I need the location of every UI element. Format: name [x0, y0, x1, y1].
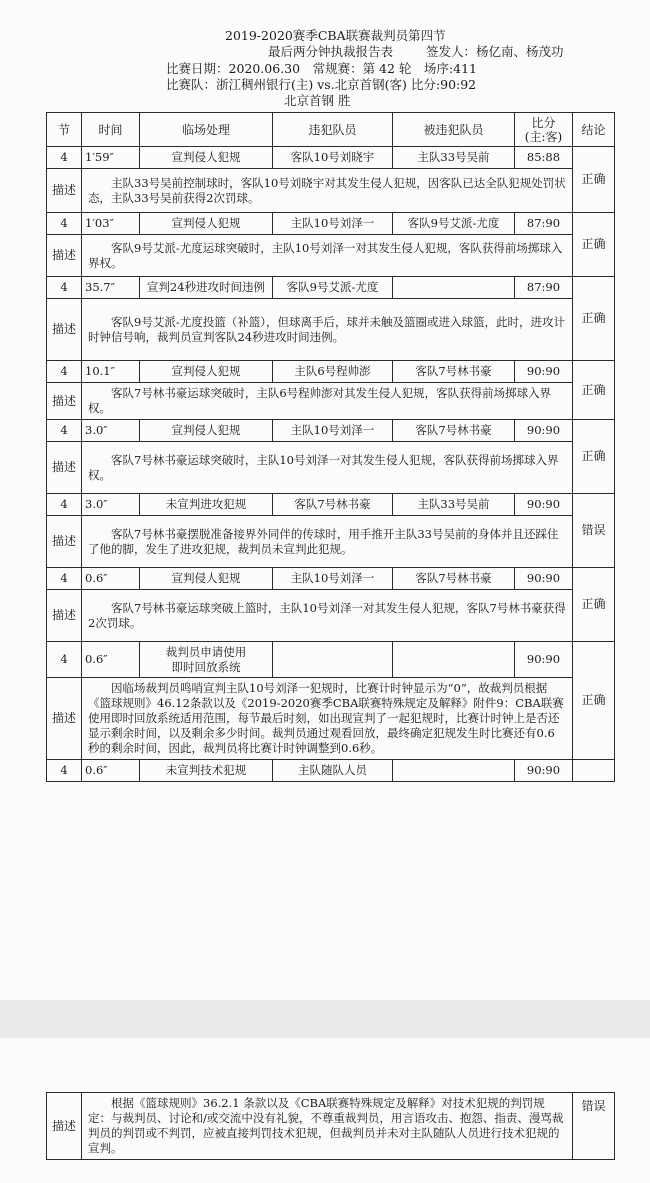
desc-label: 描述: [47, 1093, 82, 1160]
incident-row: [47, 568, 615, 590]
report-page-1: 2019-2020赛季CBA联赛裁判员第四节 最后两分钟执裁报告表 签发人：杨亿南、杨茂功 比赛日期：2020.06.30 常规赛：第 42 轮 场序:411 比赛队：浙江稠州银行(主) vs.北京首钢(客) 比分:90:92 北京首钢 胜 节 时间 临场处理 违犯队员 被违犯队员 比分 (主:客) 结论 4 1′59″ 宣判侵人犯规 客队10号刘晓宇 主队33号吴前 85:88 正确 描述 主队33号吴前控制球时，客队10号刘晓宇对其发生侵人犯规，因客队已达全队犯规处罚状态，主队33号吴前获得2次罚球。 4 1′03″ 宣判侵人犯规 主队10号刘泽一 客队9号艾派-尤度 87:90 正确 描述 客队9号艾派-尤度运球突破时，主队10号刘泽一对其发生侵人犯规，客队获得前场掷球入界权。 4 35.7″ 宣判24秒进攻时间违例 客队9号艾派-尤度 87:90 正确 描述 客队9号艾派-尤度投篮（补篮），但球离手后，球并未触及篮圈或进入球篮，此时，进攻计时钟信号响，裁判员宣判客队24秒进攻时间违例。 4 10.1″ 宣判侵人犯规 主队6号程帅澎 客队7号林书豪 90:90 正确 描述 客队7号林书豪运球突破时，主队6号程帅澎对其发生侵人犯规，客队获得前场掷球入界权。 4 3.0″ 宣判侵人犯规 主队10号刘泽一 客队7号林书豪 90:90 正确 描述 客队7号林书豪运球突破时，主队10号刘泽一对其发生侵人犯规，客队获得前场掷球入界权。 4 3.0″ 未宣判进攻犯规 客队7号林书豪 主队33号吴前 90:90 错误 描述 客队7号林书豪摆脱准备接界外同伴的传球时，用手推开主队33号吴前的身体并且还踩住了他的脚，发生了进攻犯规，裁判员未宣判此犯规。 4 0.6″ 宣判侵人犯规 主队10号刘泽一 客队7号林书豪 90:90 正确 描述 客队7号林书豪运球突破上篮时，主队10号刘泽一对其发生侵人犯规，客队7号林书豪获得2次罚球。 4 0.6″ 裁判员申请使用 即时回放系统 90:90 正确 描述 因临场裁判员鸣哨宣判主队10号刘泽一犯规时，比赛计时钟显示为“0”，故裁判员根据《篮球规则》46.12条款以及《2019-2020赛季CBA联赛特殊规定及解释》附件9：CBA联赛使用即时回放系统适用范围，每节最后时刻，如出现宣判了一起犯规时，比赛计时钟上是否还显示剩余时间，以及剩余多少时间。裁判员通过观看回放，最终确定犯规发生时比赛还有0.6秒的剩余时间，因此，裁判员将比赛计时钟调整到0.6秒。 4 0.6″ 未宣判技术犯规 主队随队人员 90:90: [0, 0, 650, 1000]
incident-desc-row: [47, 590, 615, 642]
incident-row: [47, 420, 615, 442]
incident-victim: 主队33号吴前: [393, 147, 515, 169]
continuation-desc-row: [47, 1093, 615, 1160]
incident-verdict: 错误: [573, 494, 615, 568]
col-call-header: 临场处理: [140, 113, 273, 147]
incident-description: 客队7号林书豪运球突破时，主队10号刘泽一对其发生侵人犯规，客队获得前场掷球入界权。: [82, 442, 573, 494]
incident-desc-row: [47, 383, 615, 420]
incident-period: 4: [47, 147, 82, 169]
incident-victim: [393, 760, 515, 782]
desc-label: 描述: [47, 678, 82, 760]
incident-time: 0.6″: [82, 760, 140, 782]
incident-row: [47, 361, 615, 383]
incident-row: [47, 494, 615, 516]
incident-time: 1′59″: [82, 147, 140, 169]
incident-time: 10.1″: [82, 361, 140, 383]
incident-offender: 主队10号刘泽一: [273, 568, 393, 590]
incident-victim: 客队7号林书豪: [393, 361, 515, 383]
incident-time: 0.6″: [82, 568, 140, 590]
col-offender-header: 违犯队员: [273, 113, 393, 147]
incident-verdict: [573, 760, 615, 782]
incident-verdict: 正确: [573, 642, 615, 760]
incident-period: 4: [47, 213, 82, 235]
incident-description: 主队33号吴前控制球时，客队10号刘晓宇对其发生侵人犯规，因客队已达全队犯规处罚状态，主队33号吴前获得2次罚球。: [82, 169, 573, 213]
incident-score: 87:90: [515, 277, 573, 299]
incident-call: 宣判侵人犯规: [140, 420, 273, 442]
incident-description: 因临场裁判员鸣哨宣判主队10号刘泽一犯规时，比赛计时钟显示为“0”，故裁判员根据《篮球规则》46.12条款以及《2019-2020赛季CBA联赛特殊规定及解释》附件9：CBA联赛使用即时回放系统适用范围，每节最后时刻，如出现宣判了一起犯规时，比赛计时钟上是否还显示剩余时间，以及剩余多少时间。裁判员通过观看回放，最终确定犯规发生时比赛还有0.6秒的剩余时间，因此，裁判员将比赛计时钟调整到0.6秒。: [82, 678, 573, 760]
incident-desc-row: [47, 169, 615, 213]
incident-desc-row: [47, 299, 615, 361]
incident-desc-row: [47, 442, 615, 494]
incident-score: 90:90: [515, 760, 573, 782]
desc-label: 描述: [47, 590, 82, 642]
incident-time: 35.7″: [82, 277, 140, 299]
incident-row: [47, 277, 615, 299]
incident-period: 4: [47, 568, 82, 590]
incident-call: 宣判侵人犯规: [140, 568, 273, 590]
col-verdict-header: 结论: [573, 113, 615, 147]
continuation-table: [46, 1092, 615, 1160]
report-subtitle: 最后两分钟执裁报告表: [268, 44, 394, 59]
incident-score: 90:90: [515, 494, 573, 516]
incident-score: 90:90: [515, 642, 573, 678]
incident-call: 未宣判技术犯规: [140, 760, 273, 782]
incident-score: 85:88: [515, 147, 573, 169]
incident-offender: 主队10号刘泽一: [273, 213, 393, 235]
incident-victim: 客队7号林书豪: [393, 568, 515, 590]
incident-verdict: 正确: [573, 277, 615, 361]
incident-call: 宣判侵人犯规: [140, 147, 273, 169]
col-time-header: 时间: [82, 113, 140, 147]
incident-description: 客队9号艾派-尤度运球突破时，主队10号刘泽一对其发生侵人犯规，客队获得前场掷球入界权。: [82, 235, 573, 277]
report-page-2: [0, 1038, 650, 1183]
incident-victim: [393, 277, 515, 299]
incident-offender: 主队10号刘泽一: [273, 420, 393, 442]
incident-offender: 客队7号林书豪: [273, 494, 393, 516]
incident-description: 客队7号林书豪摆脱准备接界外同伴的传球时，用手推开主队33号吴前的身体并且还踩住了他的脚，发生了进攻犯规，裁判员未宣判此犯规。: [82, 516, 573, 568]
incident-description: 客队7号林书豪运球突破时，主队6号程帅澎对其发生侵人犯规，客队获得前场掷球入界权。: [82, 383, 573, 420]
incident-call: 宣判侵人犯规: [140, 361, 273, 383]
col-period-header: 节: [47, 113, 82, 147]
desc-label: 描述: [47, 299, 82, 361]
continuation-desc: 根据《篮球规则》36.2.1 条款以及《CBA联赛特殊规定及解释》对技术犯规的判罚规定：与裁判员、讨论和/或交流中没有礼貌，不尊重裁判员，用言语攻击、抱怨、指责、漫骂裁判员的判罚或不判罚，应被直接判罚技术犯规，但裁判员并未对主队随队人员进行技术犯规的宣判。: [82, 1093, 573, 1160]
incident-description: 客队9号艾派-尤度投篮（补篮），但球离手后，球并未触及篮圈或进入球篮，此时，进攻计时钟信号响，裁判员宣判客队24秒进攻时间违例。: [82, 299, 573, 361]
incident-period: 4: [47, 277, 82, 299]
incident-victim: 客队7号林书豪: [393, 420, 515, 442]
incident-period: 4: [47, 494, 82, 516]
desc-label: 描述: [47, 169, 82, 213]
incident-table: [46, 112, 615, 782]
incident-row: [47, 760, 615, 782]
report-issuer: 签发人：杨亿南、杨茂功: [426, 44, 564, 59]
incident-time: 3.0″: [82, 420, 140, 442]
incident-call: 未宣判进攻犯规: [140, 494, 273, 516]
incident-period: 4: [47, 642, 82, 678]
incident-offender: 主队随队人员: [273, 760, 393, 782]
incident-victim: 客队9号艾派-尤度: [393, 213, 515, 235]
table-header-row: [47, 113, 615, 147]
col-score-header: 比分 (主:客): [515, 113, 573, 147]
incident-row: [47, 642, 615, 678]
incident-score: 90:90: [515, 361, 573, 383]
incident-period: 4: [47, 760, 82, 782]
incident-period: 4: [47, 361, 82, 383]
incident-score: 90:90: [515, 568, 573, 590]
incident-victim: [393, 642, 515, 678]
incident-score: 90:90: [515, 420, 573, 442]
incident-period: 4: [47, 420, 82, 442]
incident-verdict: 正确: [573, 147, 615, 213]
col-victim-header: 被违犯队员: [393, 113, 515, 147]
continuation-verdict: 错误: [573, 1093, 615, 1160]
desc-label: 描述: [47, 235, 82, 277]
incident-offender: 主队6号程帅澎: [273, 361, 393, 383]
incident-call: 裁判员申请使用 即时回放系统: [140, 642, 273, 678]
incident-verdict: 正确: [573, 420, 615, 494]
desc-label: 描述: [47, 516, 82, 568]
page-gap: [0, 1000, 650, 1038]
desc-label: 描述: [47, 383, 82, 420]
incident-score: 87:90: [515, 213, 573, 235]
incident-call: 宣判侵人犯规: [140, 213, 273, 235]
incident-victim: 主队33号吴前: [393, 494, 515, 516]
incident-desc-row: [47, 678, 615, 760]
incident-verdict: 正确: [573, 361, 615, 420]
incident-time: 3.0″: [82, 494, 140, 516]
incident-verdict: 正确: [573, 213, 615, 277]
incident-offender: 客队10号刘晓宇: [273, 147, 393, 169]
incident-verdict: 正确: [573, 568, 615, 642]
desc-label: 描述: [47, 442, 82, 494]
incident-row: [47, 213, 615, 235]
incident-row: [47, 147, 615, 169]
incident-offender: [273, 642, 393, 678]
incident-description: 客队7号林书豪运球突破上篮时，主队10号刘泽一对其发生侵人犯规，客队7号林书豪获得2次罚球。: [82, 590, 573, 642]
incident-call: 宣判24秒进攻时间违例: [140, 277, 273, 299]
incident-time: 1′03″: [82, 213, 140, 235]
incident-desc-row: [47, 235, 615, 277]
incident-time: 0.6″: [82, 642, 140, 678]
incident-offender: 客队9号艾派-尤度: [273, 277, 393, 299]
incident-desc-row: [47, 516, 615, 568]
